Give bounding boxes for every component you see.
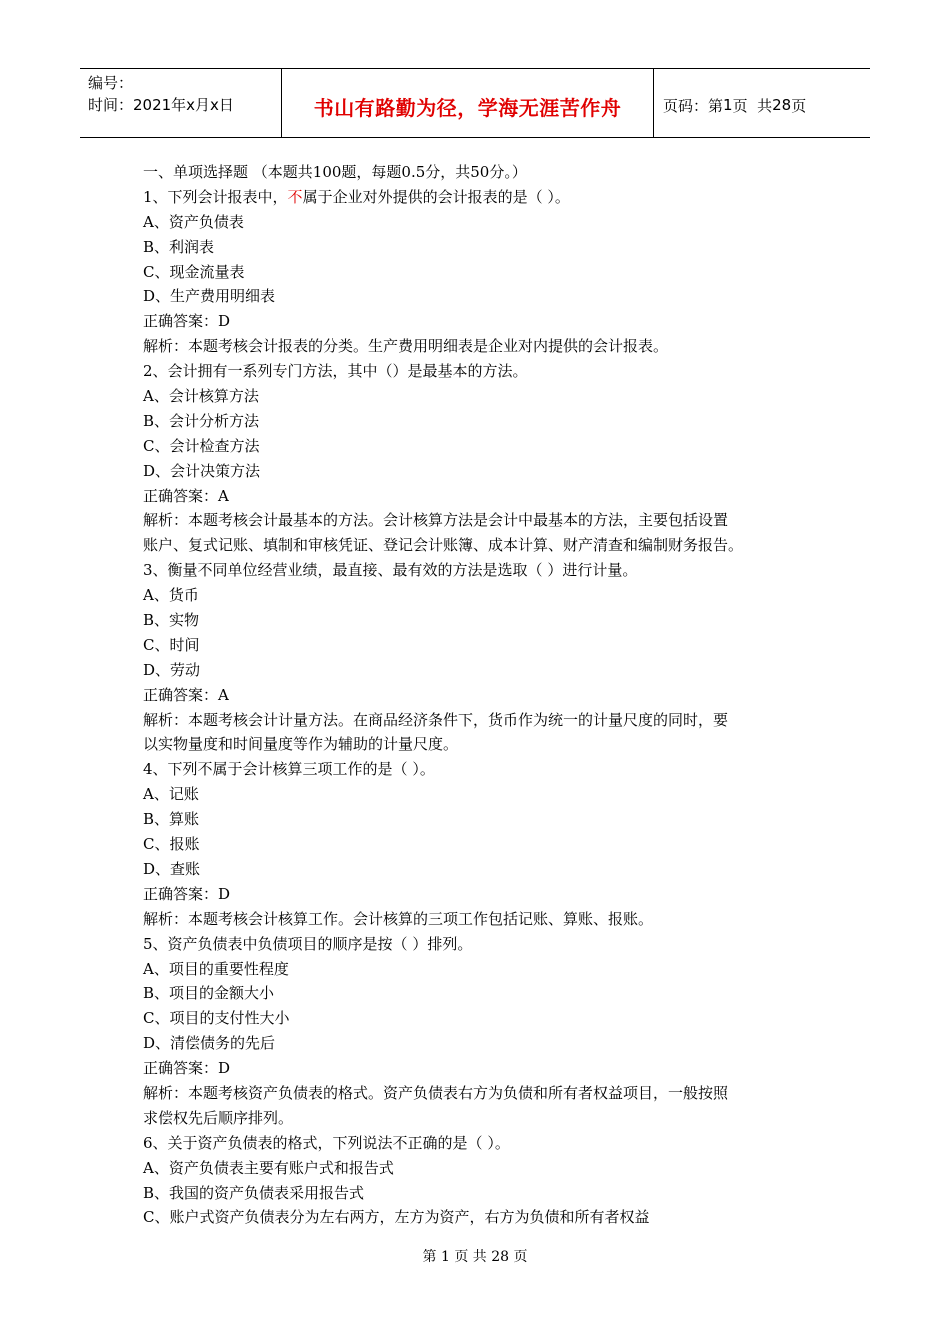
- analysis: 解析：本题考核会计核算工作。会计核算的三项工作包括记账、算账、报账。: [143, 909, 654, 928]
- analysis: 解析：本题考核会计最基本的方法。会计核算方法是会计中最基本的方法，主要包括设置: [143, 511, 729, 530]
- option: D、生产费用明细表: [143, 287, 276, 306]
- option: B、算账: [143, 810, 200, 829]
- header-meta: [80, 69, 282, 137]
- header-motto-cell: [282, 69, 654, 137]
- question-4-stem: 4、下列不属于会计核算三项工作的是（ ）。: [143, 760, 435, 779]
- option: A、项目的重要性程度: [143, 959, 289, 978]
- option: C、账户式资产负债表分为左右两方，左方为资产，右方为负债和所有者权益: [143, 1208, 650, 1227]
- footer-total: 28: [491, 1249, 510, 1265]
- analysis: 账户、复式记账、填制和审核凭证、登记会计账簿、成本计算、财产清查和编制财务报告。: [143, 536, 744, 555]
- header-page-info: [654, 69, 870, 137]
- option: C、时间: [143, 635, 200, 654]
- section-title: 一、单项选择题 （本题共100题，每题0.5分，共50分。）: [143, 163, 527, 181]
- page-info-suffix: 页: [791, 96, 807, 115]
- question-3-stem: 3、衡量不同单位经营业绩，最直接、最有效的方法是选取（ ）进行计量。: [143, 561, 638, 580]
- option: C、报账: [143, 835, 200, 854]
- answer: 正确答案：A: [143, 685, 229, 704]
- option: B、会计分析方法: [143, 411, 260, 430]
- answer: 正确答案：D: [143, 1059, 231, 1078]
- question-2-stem: 2、会计拥有一系列专门方法，其中（）是最基本的方法。: [143, 362, 528, 381]
- option: A、会计核算方法: [143, 387, 259, 406]
- option: A、货币: [143, 586, 199, 605]
- page-footer: [0, 1246, 950, 1266]
- analysis: 求偿权先后顺序排列。: [143, 1108, 294, 1127]
- option: D、清偿债务的先后: [143, 1034, 276, 1053]
- number-label: 编号：: [88, 74, 134, 92]
- option: D、查账: [143, 859, 201, 878]
- question-1-stem: 1、下列会计报表中，不属于企业对外提供的会计报表的是（ ）。: [143, 187, 570, 206]
- page-header: [80, 68, 870, 138]
- page-info-mid: 页 共: [732, 96, 773, 115]
- time-label: 时间：2021年x月x日: [88, 96, 234, 114]
- answer: 正确答案：D: [143, 884, 231, 903]
- analysis: 解析：本题考核资产负债表的格式。资产负债表右方为负债和所有者权益项目，一般按照: [143, 1083, 729, 1102]
- question-5-stem: 5、资产负债表中负债项目的顺序是按（ ）排列。: [143, 934, 473, 953]
- option: A、记账: [143, 785, 199, 804]
- motto: 书山有路勤为径，学海无涯苦作舟: [313, 95, 622, 120]
- option: C、项目的支付性大小: [143, 1009, 290, 1028]
- answer: 正确答案：D: [143, 312, 231, 331]
- option: C、会计检查方法: [143, 436, 260, 455]
- question-6-stem: 6、关于资产负债表的格式，下列说法不正确的是（ ）。: [143, 1133, 510, 1152]
- option: B、项目的金额大小: [143, 984, 275, 1003]
- page-number: 1: [723, 96, 733, 114]
- option: A、资产负债表主要有账户式和报告式: [143, 1158, 394, 1177]
- option: D、会计决策方法: [143, 461, 261, 480]
- emphasis-not: 不: [287, 187, 303, 206]
- footer-page-number: 1: [440, 1249, 450, 1265]
- answer: 正确答案：A: [143, 486, 229, 505]
- option: B、利润表: [143, 237, 215, 256]
- analysis: 解析：本题考核会计计量方法。在商品经济条件下，货币作为统一的计量尺度的同时，要: [143, 710, 729, 729]
- option: C、现金流量表: [143, 262, 245, 281]
- analysis: 解析：本题考核会计报表的分类。生产费用明细表是企业对内提供的会计报表。: [143, 337, 669, 356]
- footer-prefix: 第: [422, 1249, 437, 1265]
- page-info-prefix: 页码：第: [663, 96, 724, 115]
- document-body: [143, 160, 823, 1230]
- option: A、资产负债表: [143, 212, 244, 231]
- option: B、我国的资产负债表采用报告式: [143, 1183, 365, 1202]
- footer-mid: 页 共: [454, 1249, 487, 1265]
- option: D、劳动: [143, 660, 201, 679]
- option: B、实物: [143, 611, 200, 630]
- total-pages: 28: [772, 96, 792, 114]
- footer-suffix: 页: [513, 1249, 528, 1265]
- analysis: 以实物量度和时间量度等作为辅助的计量尺度。: [143, 735, 459, 754]
